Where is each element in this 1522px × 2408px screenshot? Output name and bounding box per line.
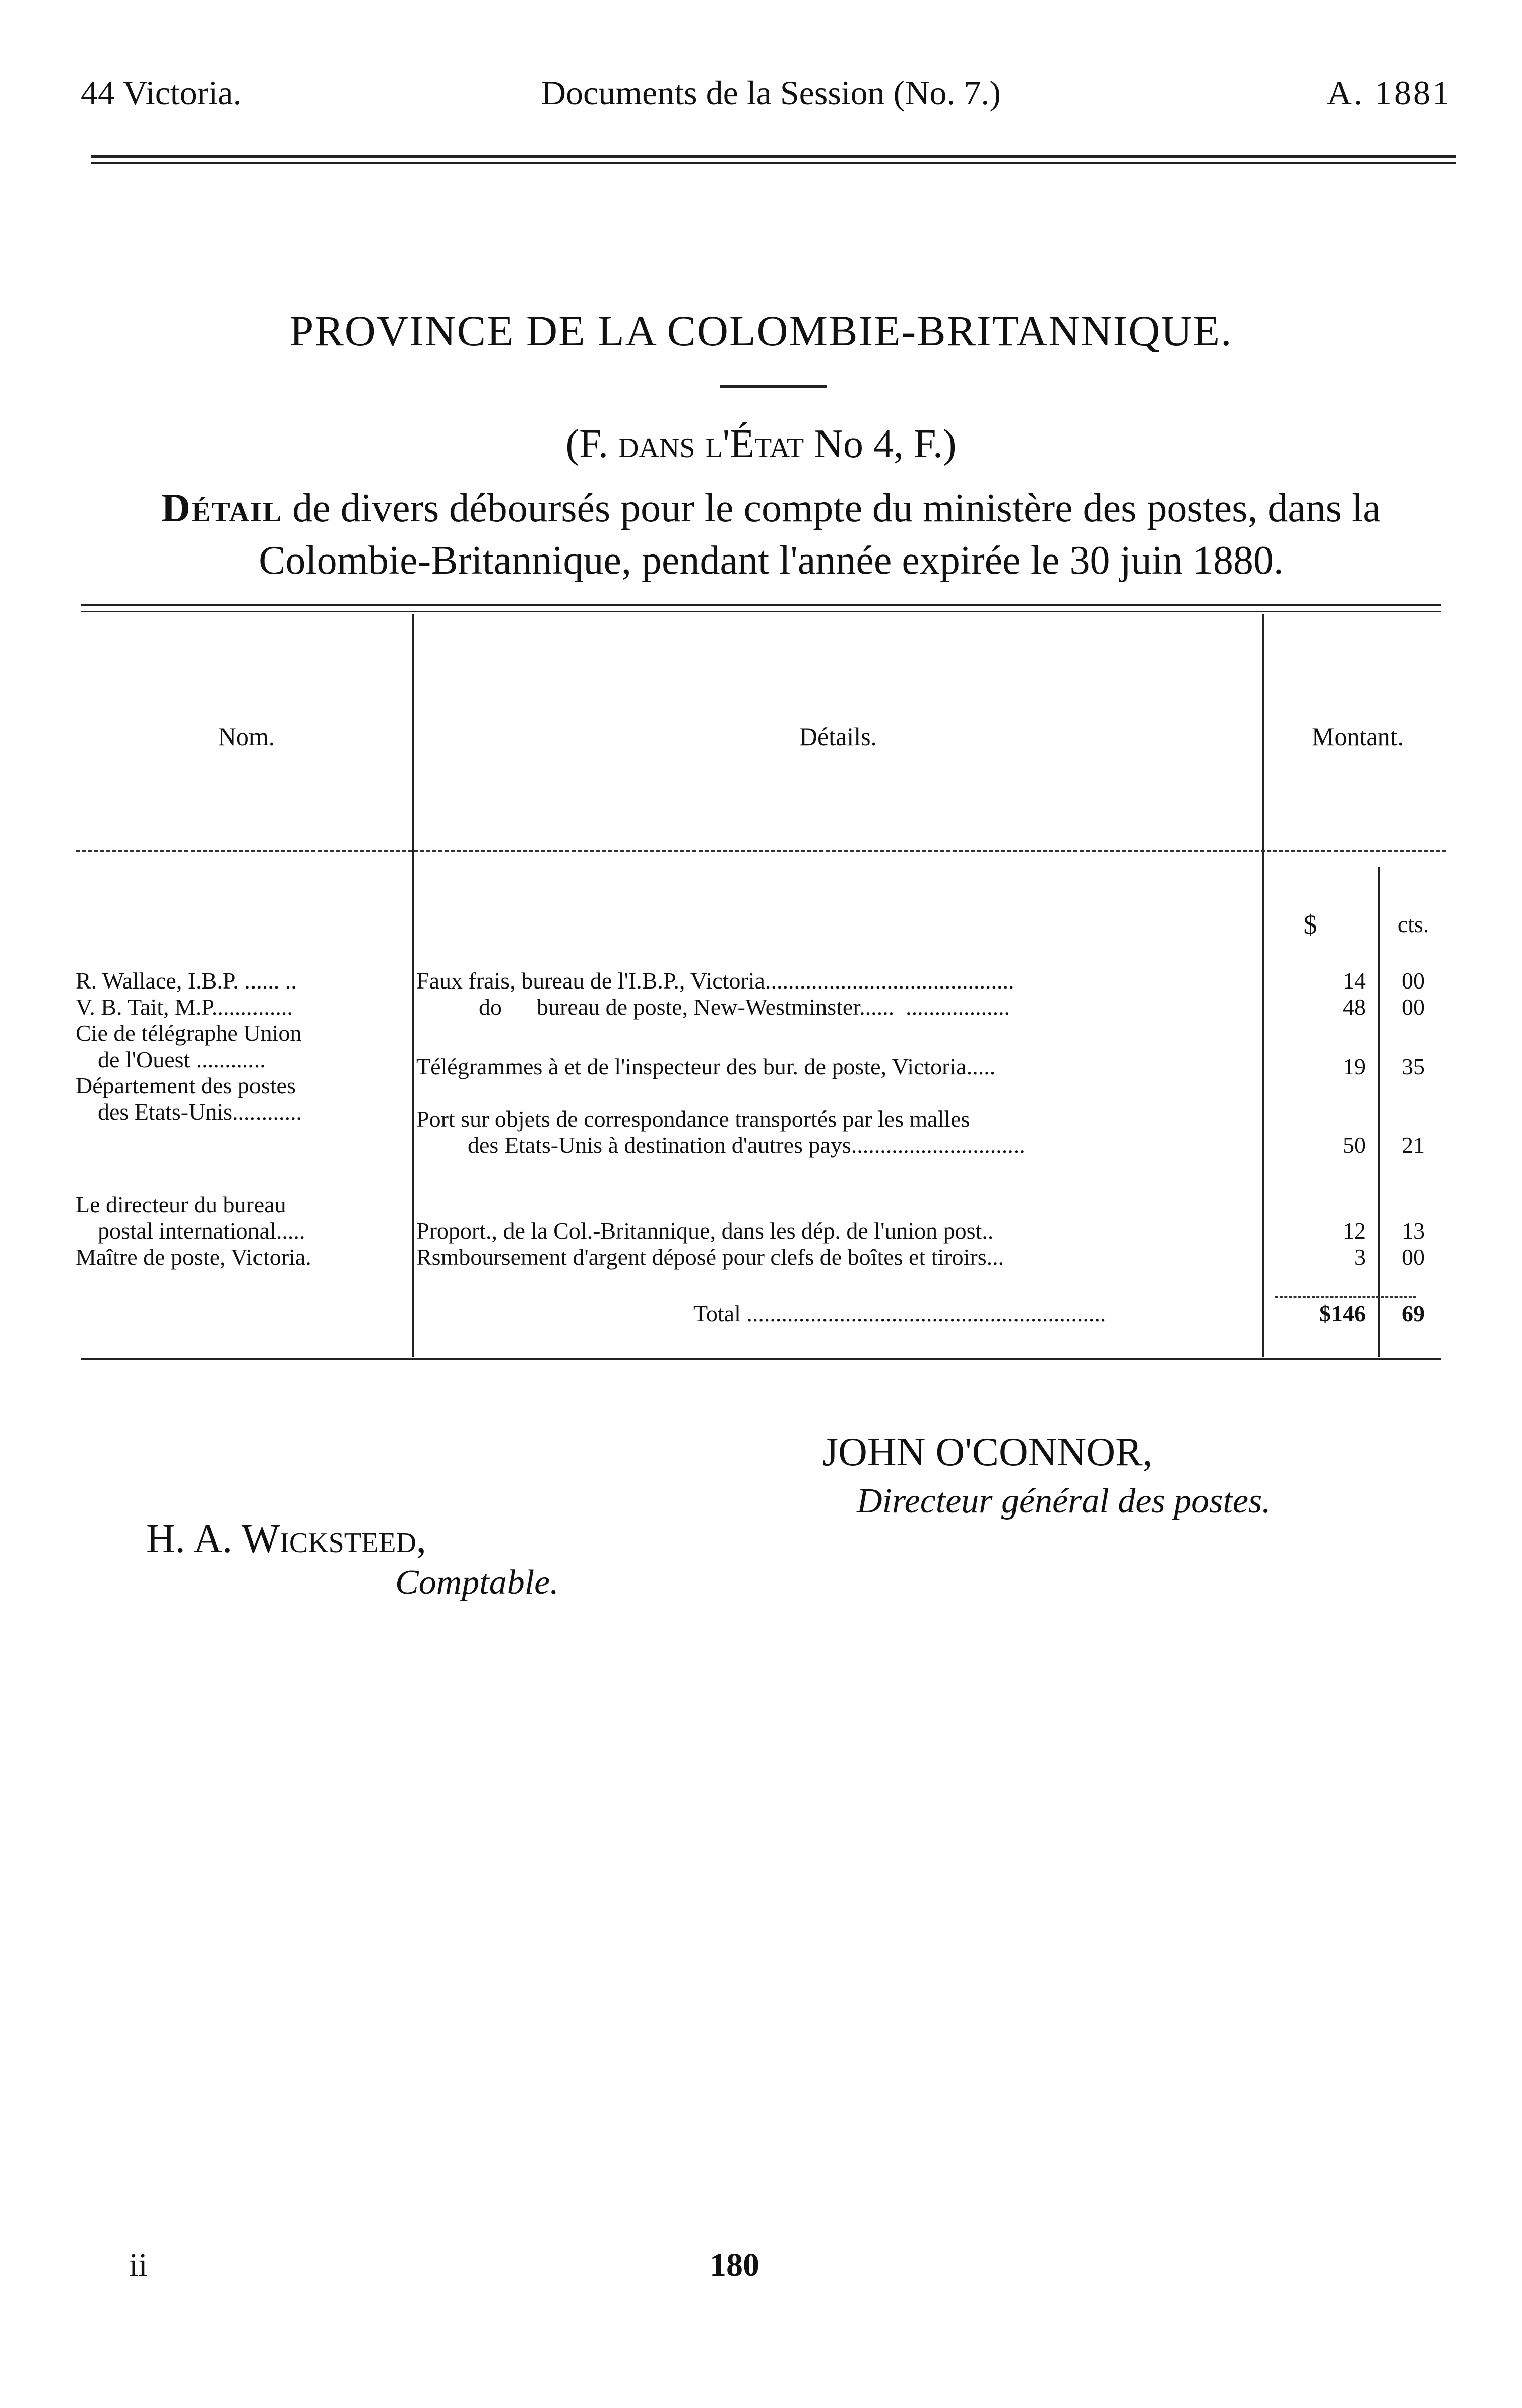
row-6-detail: Rsmboursement d'argent déposé pour clefs de boîtes et tiroirs... <box>416 1244 1004 1270</box>
row-5-name-line-2: postal international..... <box>98 1218 305 1244</box>
row-2-cents: 00 <box>1402 994 1425 1020</box>
row-6-cents: 00 <box>1402 1244 1425 1270</box>
row-5-cents: 13 <box>1402 1218 1425 1244</box>
header-document-title: Documents de la Session (No. 7.) <box>541 74 1001 112</box>
header-volume: A. 1881 <box>1326 74 1451 112</box>
row-2-dollars: 48 <box>1343 994 1366 1020</box>
row-6-name: Maître de poste, Victoria. <box>76 1244 311 1270</box>
row-3-name-line-1: Cie de télégraphe Union <box>76 1020 302 1046</box>
total-separator <box>1275 1296 1416 1298</box>
total-label: Total .............................................................. <box>693 1301 1106 1326</box>
row-5-detail: Proport., de la Col.-Britannique, dans les dép. de l'union post.. <box>416 1218 994 1244</box>
header-separator <box>76 850 1446 852</box>
row-6-dollars: 3 <box>1354 1244 1366 1270</box>
total-cents: 69 <box>1402 1301 1425 1326</box>
accountant-name <box>146 1516 426 1562</box>
schedule-reference <box>0 421 1522 467</box>
director-title: Directeur général des postes. <box>857 1481 1271 1520</box>
table-top-rule-2 <box>81 611 1441 612</box>
row-1-dollars: 14 <box>1343 968 1366 994</box>
column-header-amount: Montant. <box>1312 722 1404 751</box>
row-1-detail: Faux frais, bureau de l'I.B.P., Victoria........................................... <box>416 968 1014 994</box>
header-rule-top <box>91 155 1456 158</box>
row-4-dollars: 50 <box>1343 1132 1366 1158</box>
page-title: PROVINCE DE LA COLOMBIE-BRITANNIQUE. <box>289 306 1233 355</box>
total-dollars: $146 <box>1319 1301 1366 1326</box>
table-bottom-rule <box>81 1358 1441 1360</box>
row-3-detail: Télégrammes à et de l'inspecteur des bur. de poste, Victoria..... <box>416 1054 996 1079</box>
reference-open: (F. <box>565 422 619 466</box>
header-rule-bottom <box>91 162 1456 164</box>
reference-close: No 4, F.) <box>804 422 957 466</box>
row-1-name: R. Wallace, I.B.P. ...... .. <box>76 968 297 994</box>
row-3-cents: 35 <box>1402 1054 1425 1079</box>
table-description <box>81 482 1462 587</box>
column-divider-cents <box>1378 867 1380 1357</box>
row-4-name-line-1: Département des postes <box>76 1073 296 1098</box>
row-4-detail-line-2: des Etats-Unis à destination d'autres pays.............................. <box>468 1132 1025 1158</box>
table-top-rule <box>81 604 1441 606</box>
header-session-year: 44 Victoria. <box>81 74 242 112</box>
row-1-cents: 00 <box>1402 968 1425 994</box>
column-header-name: Nom. <box>218 722 275 751</box>
unit-dollars: $ <box>1303 909 1317 940</box>
accountant-title: Comptable. <box>395 1563 559 1602</box>
page-number: 180 <box>710 2247 759 2283</box>
row-5-name-line-1: Le directeur du bureau <box>76 1192 286 1217</box>
row-4-name-line-2: des Etats-Unis............ <box>98 1099 302 1125</box>
row-3-dollars: 19 <box>1343 1054 1366 1079</box>
row-4-cents: 21 <box>1402 1132 1425 1158</box>
unit-cents: cts. <box>1397 911 1429 937</box>
footer-roman-page: ii <box>129 2247 148 2283</box>
accountant-name-text: H. A. Wickstеed, <box>146 1517 426 1561</box>
row-2-detail: do bureau de poste, New-Westminster...... .................. <box>479 994 1010 1020</box>
title-underline <box>720 385 827 388</box>
director-name: JOHN O'CONNOR, <box>822 1430 1153 1474</box>
description-line-1: de divers déboursés pour le compte du ministère des postes, dans la <box>282 486 1381 530</box>
column-header-details: Détails. <box>799 722 877 751</box>
description-lead: Détail <box>161 486 283 530</box>
description-line-2: Colombie-Britannique, pendant l'année expirée le 30 juin 1880. <box>259 538 1284 583</box>
row-5-dollars: 12 <box>1343 1218 1366 1244</box>
row-2-name: V. B. Tait, M.P.............. <box>76 994 293 1020</box>
row-3-name-line-2: de l'Ouest ............ <box>98 1046 266 1072</box>
reference-smallcaps: dans l'État <box>618 422 804 466</box>
row-4-detail-line-1: Port sur objets de correspondance transportés par les malles <box>416 1106 970 1132</box>
